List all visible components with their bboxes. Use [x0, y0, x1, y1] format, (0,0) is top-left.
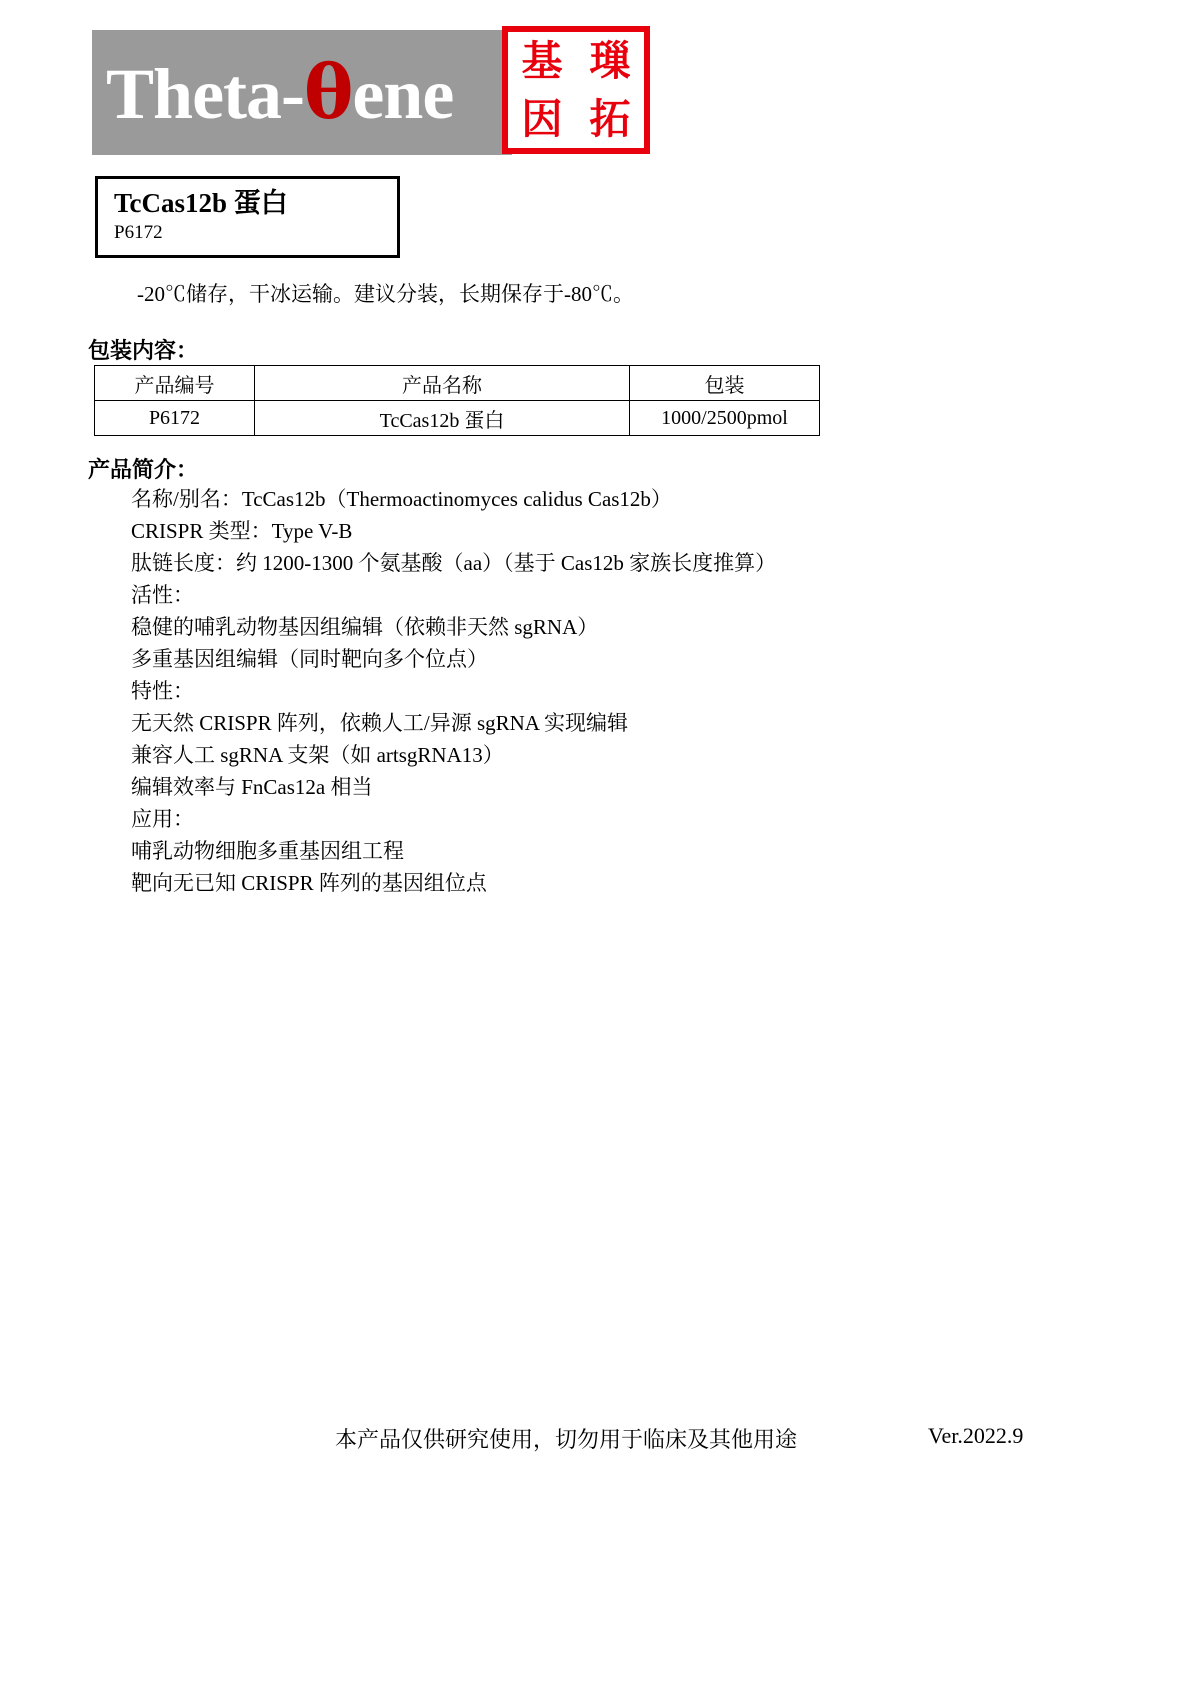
intro-line: 活性：: [131, 583, 194, 607]
table-cell: P6172: [95, 401, 255, 436]
package-contents-table: [94, 365, 820, 436]
intro-line: 特性：: [131, 679, 194, 703]
section-heading-intro: 产品简介：: [88, 457, 199, 482]
company-seal: [502, 26, 650, 154]
intro-line: 无天然 CRISPR 阵列，依赖人工/异源 sgRNA 实现编辑: [131, 711, 629, 735]
table-header-row: [95, 366, 820, 401]
footer-version: Ver.2022.9: [928, 1423, 1024, 1448]
seal-char-3: 因: [521, 95, 563, 142]
page-title: TcCas12b 蛋白: [114, 188, 288, 218]
intro-line: 多重基因组编辑（同时靶向多个位点）: [131, 647, 488, 671]
intro-line: 兼容人工 sgRNA 支架（如 artsgRNA13）: [131, 743, 504, 767]
catalog-number: P6172: [114, 222, 163, 244]
storage-instructions: -20℃储存，干冰运输。建议分装，长期保存于-80℃。: [137, 282, 634, 306]
intro-line: 编辑效率与 FnCas12a 相当: [131, 775, 373, 799]
table-cell: TcCas12b 蛋白: [255, 401, 630, 436]
intro-line: 靶向无已知 CRISPR 阵列的基因组位点: [131, 871, 487, 895]
table-header-cell: 产品名称: [255, 366, 630, 401]
table-header-cell: 产品编号: [95, 366, 255, 401]
intro-line: 哺乳动物细胞多重基因组工程: [131, 839, 404, 863]
intro-line: 肽链长度：约 1200-1300 个氨基酸（aa）（基于 Cas12b 家族长度推算）: [131, 551, 777, 575]
seal-char-2: 璅: [589, 37, 631, 84]
table-cell: 1000/2500pmol: [630, 401, 820, 436]
intro-line: 稳健的哺乳动物基因组编辑（依赖非天然 sgRNA）: [131, 615, 599, 639]
theta-symbol: θ: [303, 49, 353, 136]
table-header-cell: 包装: [630, 366, 820, 401]
intro-line: CRISPR 类型：Type V-B: [131, 519, 353, 543]
intro-line: 名称/别名：TcCas12b（Thermoactinomyces calidus Cas12b）: [131, 487, 672, 511]
intro-line: 应用：: [131, 807, 194, 831]
brand-header: [92, 30, 652, 155]
table-row: [95, 401, 820, 436]
seal-char-4: 拓: [589, 95, 631, 142]
product-intro-body: [131, 483, 1031, 899]
logo-band: [92, 30, 512, 155]
seal-char-1: 基: [521, 37, 563, 84]
footer-disclaimer: 本产品仅供研究使用，切勿用于临床及其他用途: [335, 1427, 798, 1452]
logo-text-right: ene: [352, 53, 454, 134]
logo-text-left: Theta-: [106, 53, 304, 134]
section-heading-package: 包装内容：: [88, 338, 199, 363]
company-logo-text: [106, 50, 453, 136]
product-title-box: [95, 176, 400, 258]
